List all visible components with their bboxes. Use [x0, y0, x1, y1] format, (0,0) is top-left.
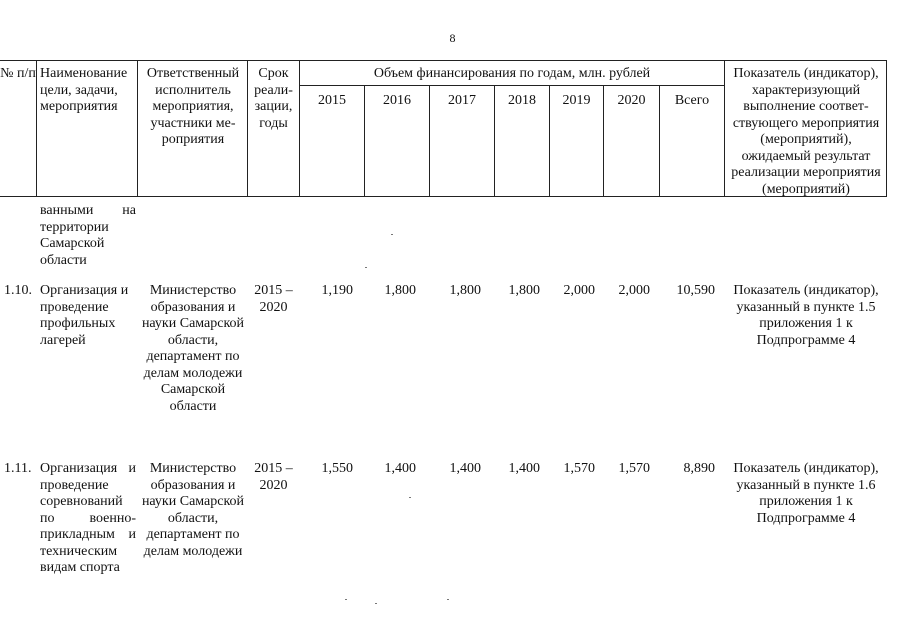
- row-1-10-value-2020: 2,000: [618, 283, 650, 298]
- row-1-11-total: 8,890: [683, 461, 715, 476]
- row-1-10-executor: Министерство образования и науки Самарской области, департамент по делам молодежи Самарской области: [141, 283, 245, 414]
- header-year-2018: 2018: [508, 93, 536, 108]
- header-year-2016: 2016: [383, 93, 411, 108]
- header-name: Наименование цели, задачи, мероприятия: [40, 66, 128, 114]
- scan-speck: [391, 234, 393, 235]
- row-1-11-value-2018: 1,400: [508, 461, 540, 476]
- header-indicator: Показатель (индикатор), характеризующий выполнение соответ-ствующего мероприятия (мероприятий), ожидаемый результат реализации мероприятия (мероприятий): [731, 66, 881, 197]
- row-1-11-num: 1.11.: [4, 461, 32, 476]
- header-year-2020: 2020: [617, 93, 646, 108]
- row-1-11-value-2016: 1,400: [384, 461, 416, 476]
- page-number: 8: [449, 31, 456, 45]
- row-1-11-name: Организация и проведение соревнований по военно-прикладным и техническим видам спорта: [40, 461, 136, 575]
- scan-speck: [365, 267, 367, 268]
- row-1-11-value-2020: 1,570: [618, 461, 650, 476]
- header-funding: Объем финансирования по годам, млн. рублей: [373, 66, 651, 81]
- scan-speck: [345, 599, 347, 600]
- row-1-10-value-2017: 1,800: [449, 283, 481, 298]
- header-num: № п/п: [0, 66, 36, 81]
- row-1-11-term: 2015 – 2020: [254, 461, 293, 493]
- row-1-10-value-2015: 1,190: [321, 283, 353, 298]
- scan-speck: [409, 497, 411, 498]
- continuation-rest: территории Самарской области: [40, 219, 109, 268]
- row-1-11-value-2017: 1,400: [449, 461, 481, 476]
- continuation-word-2: на: [122, 203, 136, 218]
- row-1-10-term: 2015 – 2020: [254, 283, 293, 315]
- row-1-11-indicator: Показатель (индикатор), указанный в пункте 1.6 приложения 1 к Подпрограмме 4: [733, 461, 879, 526]
- header-total: Всего: [674, 93, 710, 108]
- scan-speck: [375, 603, 377, 604]
- row-1-10-name: Организация и проведение профильных лагерей: [40, 283, 129, 348]
- header-executor: Ответственный исполнитель мероприятия, участники ме-роприятия: [146, 66, 240, 147]
- scan-speck: [447, 599, 449, 600]
- row-1-10-value-2018: 1,800: [508, 283, 540, 298]
- row-1-10-value-2016: 1,800: [384, 283, 416, 298]
- row-1-11-value-2015: 1,550: [321, 461, 353, 476]
- header-year-2017: 2017: [448, 93, 476, 108]
- header-year-2019: 2019: [562, 93, 591, 108]
- header-year-2015: 2015: [318, 93, 346, 108]
- row-1-10-total: 10,590: [676, 283, 715, 298]
- row-1-10-num: 1.10.: [4, 283, 32, 298]
- row-1-10-indicator: Показатель (индикатор), указанный в пункте 1.5 приложения 1 к Подпрограмме 4: [733, 283, 879, 348]
- row-1-11-value-2019: 1,570: [563, 461, 595, 476]
- header-term: Срок реали-зации, годы: [254, 66, 293, 131]
- continuation-word-1: ванными: [40, 203, 94, 218]
- row-1-10-value-2019: 2,000: [563, 283, 595, 298]
- row-1-11-executor: Министерство образования и науки Самарской области, департамент по делам молодежи: [141, 461, 245, 559]
- continuation-text: [40, 203, 136, 269]
